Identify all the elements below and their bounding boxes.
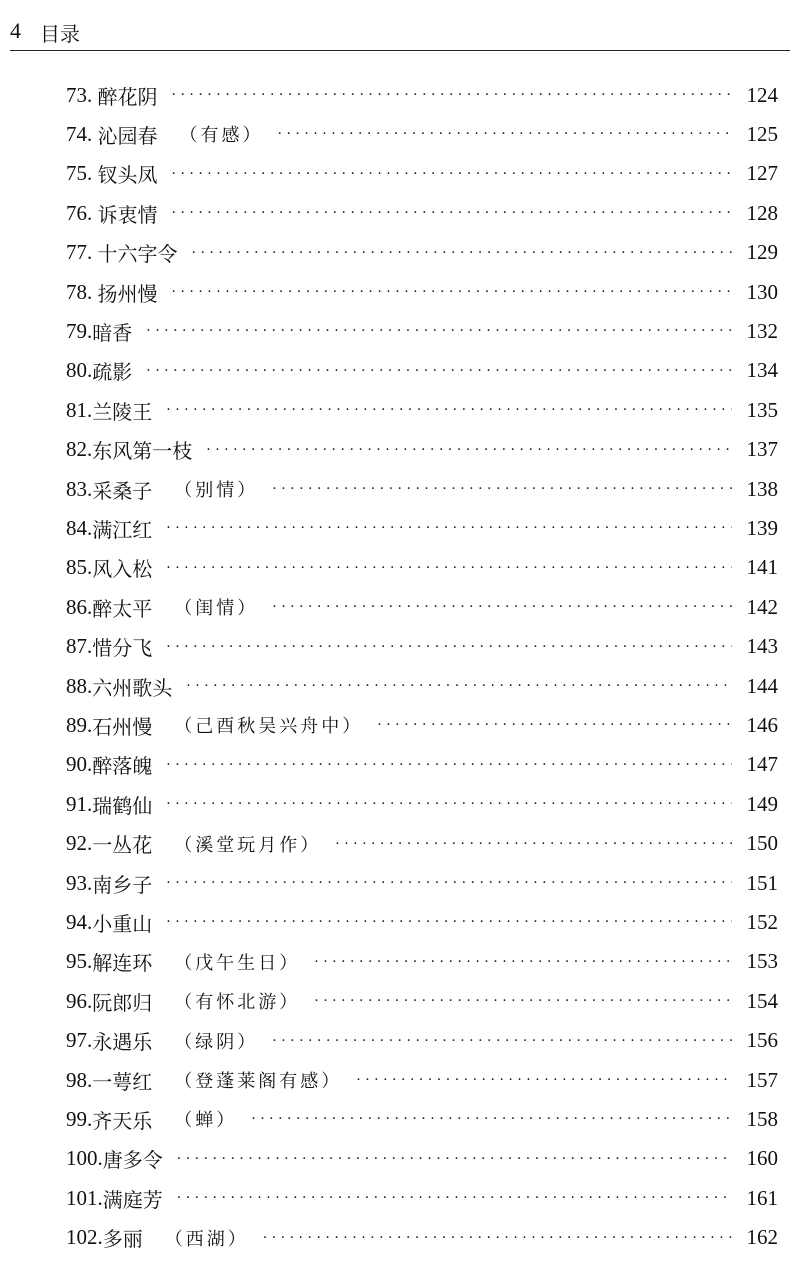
- dot-leader: [356, 1072, 732, 1088]
- toc-entry-title: 六州歌头: [92, 675, 173, 700]
- dot-leader: [186, 678, 732, 694]
- toc-entry-number: 99.: [66, 1106, 93, 1131]
- toc-entry-note: （戊午生日）: [174, 952, 301, 974]
- toc-entry-number: 94.: [66, 909, 93, 934]
- toc-entry-number: 75.: [66, 161, 98, 186]
- toc-entry-note: （有怀北游）: [174, 992, 301, 1014]
- dot-leader: [166, 914, 732, 930]
- toc-entry[interactable]: [66, 947, 778, 977]
- toc-entry[interactable]: [66, 474, 778, 504]
- toc-entry-page-number: 130: [746, 279, 778, 304]
- toc-entry-title: 钗头凤: [97, 163, 158, 188]
- toc-entry-title: 采桑子: [92, 478, 153, 503]
- toc-entry-note: （蝉）: [174, 1110, 238, 1132]
- toc-entry-number: 98.: [66, 1067, 93, 1092]
- toc-entry-number: 88.: [66, 673, 93, 698]
- toc-entry-number: 76.: [66, 200, 98, 225]
- toc-entry-note: （西湖）: [164, 1228, 249, 1250]
- toc-entry-title: 醉太平: [92, 596, 153, 621]
- dot-leader: [166, 560, 732, 576]
- toc-entry-page-number: 150: [746, 831, 778, 856]
- toc-entry-page-number: 149: [746, 791, 778, 816]
- toc-entry[interactable]: [66, 789, 778, 819]
- toc-entry-title: 永遇乐: [92, 1030, 153, 1055]
- toc-entry[interactable]: [66, 750, 778, 780]
- dot-leader: [166, 639, 732, 655]
- dot-leader: [272, 1033, 732, 1049]
- toc-entry-title: 扬州慢: [97, 281, 158, 306]
- toc-entry-title: 小重山: [92, 911, 153, 936]
- toc-entry-number: 77.: [66, 240, 98, 265]
- toc-entry-page-number: 156: [746, 1028, 778, 1053]
- toc-entry[interactable]: [66, 986, 778, 1016]
- toc-entry[interactable]: [66, 1065, 778, 1095]
- toc-entry-number: 73.: [66, 82, 98, 107]
- dot-leader: [146, 363, 732, 379]
- toc-entry-note: （别情）: [174, 480, 259, 501]
- toc-entry-note: （登蓬莱阁有感）: [174, 1071, 343, 1092]
- toc-entry-page-number: 160: [746, 1146, 778, 1171]
- toc-entry[interactable]: [66, 553, 778, 583]
- toc-entry-number: 82.: [66, 437, 93, 462]
- toc-entry-number: 74.: [66, 121, 98, 146]
- toc-entry-title: 沁园春: [97, 123, 158, 148]
- dot-leader: [166, 875, 732, 891]
- dot-leader: [166, 520, 732, 536]
- toc-entry-number: 80.: [66, 358, 93, 383]
- dot-leader: [177, 1190, 732, 1206]
- toc-entry-page-number: 146: [746, 712, 778, 737]
- dot-leader: [177, 1151, 732, 1167]
- toc-entry-number: 87.: [66, 634, 93, 659]
- toc-entry-note: （溪堂玩月作）: [174, 834, 322, 856]
- toc-entry-page-number: 162: [746, 1225, 778, 1250]
- toc-entry-page-number: 158: [746, 1106, 778, 1131]
- toc-entry-title: 兰陵王: [92, 399, 153, 424]
- dot-leader: [377, 717, 732, 733]
- toc-entry-number: 90.: [66, 752, 93, 777]
- toc-entry-page-number: 139: [746, 515, 778, 540]
- toc-entry[interactable]: [66, 1223, 778, 1253]
- toc-entry-number: 93.: [66, 870, 93, 895]
- header-page-number: 4: [10, 18, 21, 43]
- toc-entry-title: 醉花阴: [97, 84, 158, 109]
- toc-entry[interactable]: [66, 1026, 778, 1056]
- toc-entry-page-number: 125: [746, 121, 778, 146]
- toc-entry-note: （绿阴）: [174, 1031, 259, 1053]
- dot-leader: [192, 245, 733, 261]
- dot-leader: [172, 284, 733, 300]
- dot-leader: [272, 599, 732, 615]
- toc-entry-title: 疏影: [92, 360, 133, 385]
- toc-entry-note: （己酉秋吴兴舟中）: [174, 716, 364, 738]
- toc-entry-title: 一萼红: [92, 1069, 153, 1094]
- dot-leader: [206, 442, 732, 458]
- page-header: [0, 0, 800, 52]
- toc-entry-number: 101.: [66, 1185, 103, 1210]
- toc-entry[interactable]: [66, 1104, 778, 1134]
- toc-entry-page-number: 137: [746, 437, 778, 462]
- dot-leader: [314, 954, 732, 970]
- toc-entry-title: 瑞鹤仙: [92, 793, 153, 818]
- toc-entry[interactable]: [66, 119, 778, 149]
- toc-entry[interactable]: [66, 159, 778, 189]
- toc-entry[interactable]: [66, 829, 778, 859]
- toc-entry-title: 东风第一枝: [92, 439, 193, 464]
- toc-entry-page-number: 147: [746, 752, 778, 777]
- toc-entry-page-number: 153: [746, 949, 778, 974]
- toc-entry-title: 齐天乐: [92, 1108, 153, 1133]
- toc-entry-number: 83.: [66, 476, 93, 501]
- toc-entry-title: 多丽: [102, 1227, 143, 1252]
- dot-leader: [166, 402, 732, 418]
- toc-entry-number: 79.: [66, 318, 93, 343]
- toc-entry[interactable]: [66, 395, 778, 425]
- toc-entry[interactable]: [66, 435, 778, 465]
- toc-entry[interactable]: [66, 80, 778, 110]
- dot-leader: [172, 205, 733, 221]
- toc-entry-page-number: 127: [746, 161, 778, 186]
- toc-entry-page-number: 142: [746, 594, 778, 619]
- toc-entry-page-number: 132: [746, 318, 778, 343]
- toc-entry-page-number: 151: [746, 870, 778, 895]
- toc-entry-title: 解连环: [92, 951, 153, 976]
- toc-entry-number: 78.: [66, 279, 98, 304]
- dot-leader: [278, 126, 733, 142]
- toc-entry-number: 92.: [66, 831, 93, 856]
- toc-entry-title: 南乡子: [92, 872, 153, 897]
- toc-entry-number: 89.: [66, 712, 93, 737]
- toc-entry-page-number: 128: [746, 200, 778, 225]
- toc-entry-page-number: 154: [746, 988, 778, 1013]
- dot-leader: [251, 1111, 732, 1127]
- toc-entry-title: 诉衷情: [97, 202, 158, 227]
- toc-entry-number: 86.: [66, 594, 93, 619]
- toc-entry-page-number: 135: [746, 397, 778, 422]
- toc-entry[interactable]: [66, 277, 778, 307]
- toc-entry[interactable]: [66, 592, 778, 622]
- header-rule: [10, 50, 790, 51]
- toc-entry[interactable]: [66, 907, 778, 937]
- toc-entry-page-number: 134: [746, 358, 778, 383]
- dot-leader: [166, 757, 732, 773]
- toc-entry-page-number: 143: [746, 634, 778, 659]
- dot-leader: [272, 481, 732, 497]
- toc-entry-title: 满庭芳: [102, 1187, 163, 1212]
- toc-entry-title: 石州慢: [92, 714, 153, 739]
- toc-entry-title: 十六字令: [97, 242, 178, 267]
- dot-leader: [335, 836, 732, 852]
- toc-entry-note: （有感）: [179, 125, 264, 147]
- toc-entry-number: 100.: [66, 1146, 103, 1171]
- dot-leader: [146, 323, 732, 339]
- toc-entry[interactable]: [66, 632, 778, 662]
- toc-entry-number: 95.: [66, 949, 93, 974]
- toc-entry-page-number: 141: [746, 555, 778, 580]
- toc-entry-title: 风入松: [92, 557, 153, 582]
- toc-entry-title: 醉落魄: [92, 754, 153, 779]
- dot-leader: [314, 993, 732, 1009]
- toc-entry-number: 102.: [66, 1225, 103, 1250]
- toc-entry-number: 97.: [66, 1028, 93, 1053]
- toc-entry-number: 84.: [66, 515, 93, 540]
- toc-entry-page-number: 152: [746, 909, 778, 934]
- toc-entry-note: （闺情）: [174, 598, 259, 620]
- toc-entry[interactable]: [66, 513, 778, 543]
- toc-entry[interactable]: [66, 1144, 778, 1174]
- toc-entry-page-number: 124: [746, 82, 778, 107]
- toc-entry-title: 一丛花: [92, 833, 153, 858]
- toc-entry[interactable]: [66, 356, 778, 386]
- toc-entry-page-number: 161: [746, 1185, 778, 1210]
- toc-entry-title: 阮郎归: [92, 990, 153, 1015]
- header-section-title: 目录: [40, 22, 80, 46]
- toc-entry-title: 暗香: [92, 320, 133, 345]
- toc-entry-title: 唐多令: [102, 1148, 163, 1173]
- toc-entry-title: 惜分飞: [92, 636, 153, 661]
- dot-leader: [263, 1230, 732, 1246]
- toc-entry[interactable]: [66, 198, 778, 228]
- toc-entry[interactable]: [66, 1183, 778, 1213]
- toc-entry[interactable]: [66, 316, 778, 346]
- toc-entry-number: 91.: [66, 791, 93, 816]
- toc-entry-page-number: 138: [746, 476, 778, 501]
- toc-entry-number: 81.: [66, 397, 93, 422]
- toc-entry-title: 满江红: [92, 517, 153, 542]
- toc-entry[interactable]: [66, 710, 778, 740]
- dot-leader: [166, 796, 732, 812]
- toc-entry[interactable]: [66, 238, 778, 268]
- dot-leader: [172, 166, 733, 182]
- toc-entry[interactable]: [66, 868, 778, 898]
- toc-entry[interactable]: [66, 671, 778, 701]
- toc-entry-number: 96.: [66, 988, 93, 1013]
- toc-entry-page-number: 144: [746, 673, 778, 698]
- toc-entry-number: 85.: [66, 555, 93, 580]
- toc-entry-page-number: 157: [746, 1067, 778, 1092]
- toc-entry-page-number: 129: [746, 240, 778, 265]
- dot-leader: [172, 87, 733, 103]
